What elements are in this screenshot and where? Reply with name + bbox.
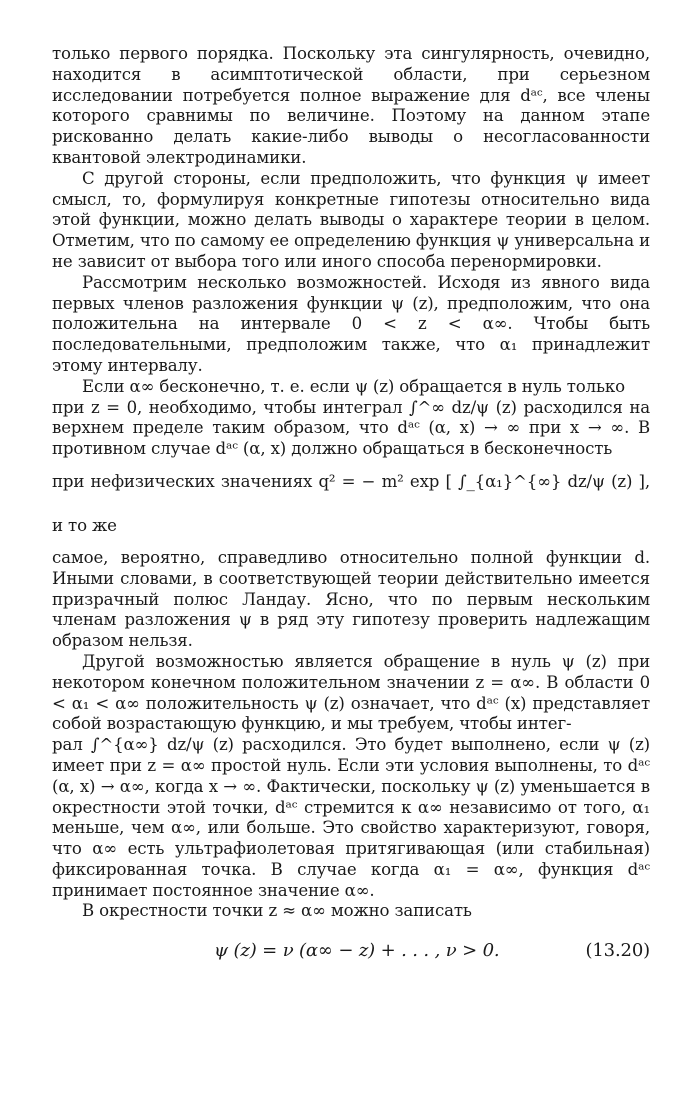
equation-body: ψ (z) = ν (α∞ − z) + . . . , ν > 0. <box>214 940 500 962</box>
paragraph-8: Другой возможностью является обращение в нуль ψ (z) при некотором конечном положительном значении z = α∞. В области 0 < α₁ < α∞ положительность ψ (z) означает, что dᵃᶜ (x) представляет собой возрастающую функцию, и мы требуем, чтобы интег- <box>52 651 650 734</box>
equation-number: (13.20) <box>585 940 650 962</box>
paragraph-9: рал ∫^{α∞} dz/ψ (z) расходился. Это будет выполнено, если ψ (z) имеет при z = α∞ простой нуль. Если эти условия выполнены, то dᵃᶜ (α, x) → α∞, когда x → ∞. Фактически, поскольку ψ (z) уменьшается в окрестности этой точки, dᵃᶜ стремится к α∞ независимо от того, α₁ меньше, чем α∞, или больше. Это свойство характеризуют, говоря, что α∞ есть ультрафиолетовая притягивающая (или стабильная) фиксированная точка. В случае когда α₁ = α∞, функция dᵃᶜ принимает постоянное значение α∞. <box>52 735 650 900</box>
paragraph-2: С другой стороны, если предположить, что функция ψ имеет смысл, то, формулируя конкретные гипотезы относительно вида этой функции, можно делать выводы о характере теории в целом. Отметим, что по самому ее определению функция ψ универсальна и не зависит от выбора того или иного способа перенормировки. <box>52 168 650 271</box>
paragraph-1: только первого порядка. Поскольку эта сингулярность, очевидно, находится в асимптотической области, при серьезном исследовании потребуется полное выражение для dᵃᶜ, все члены которого сравнимы по величине. Поэтому на данном этапе рискованно делать какие-либо выводы о несогласованности квантовой электродинамики. <box>52 44 650 167</box>
paragraph-3: Рассмотрим несколько возможностей. Исходя из явного вида первых членов разложения функции ψ (z), предположим, что она положительна на интервале 0 < z < α∞. Чтобы быть последовательными, предположим также, что α₁ принадлежит этому интервалу. <box>52 272 650 375</box>
page-body <box>52 44 650 968</box>
paragraph-5-integral: при z = 0, необходимо, чтобы интеграл ∫^∞ dz/ψ (z) расходился на верхнем пределе таким образом, что dᵃᶜ (α, x) → ∞ при x → ∞. В противном случае dᵃᶜ (α, x) должно обращаться в бесконечность <box>52 397 650 459</box>
paragraph-6-formula-line: при нефизических значениях q² = − m² exp [ ∫_{α₁}^{∞} dz/ψ (z) ], и то же <box>52 471 650 535</box>
paragraph-10: В окрестности точки z ≈ α∞ можно записать <box>82 901 472 921</box>
paragraph-7: самое, вероятно, справедливо относительно полной функции d. Иными словами, в соответствующей теории действительно имеется призрачный полюс Ландау. Ясно, что по первым нескольким членам разложения ψ в ряд эту гипотезу проверить надлежащим образом нельзя. <box>52 547 650 651</box>
paragraph-4: Если α∞ бесконечно, т. е. если ψ (z) обращается в нуль только <box>82 376 625 396</box>
equation-13-20 <box>52 934 650 968</box>
